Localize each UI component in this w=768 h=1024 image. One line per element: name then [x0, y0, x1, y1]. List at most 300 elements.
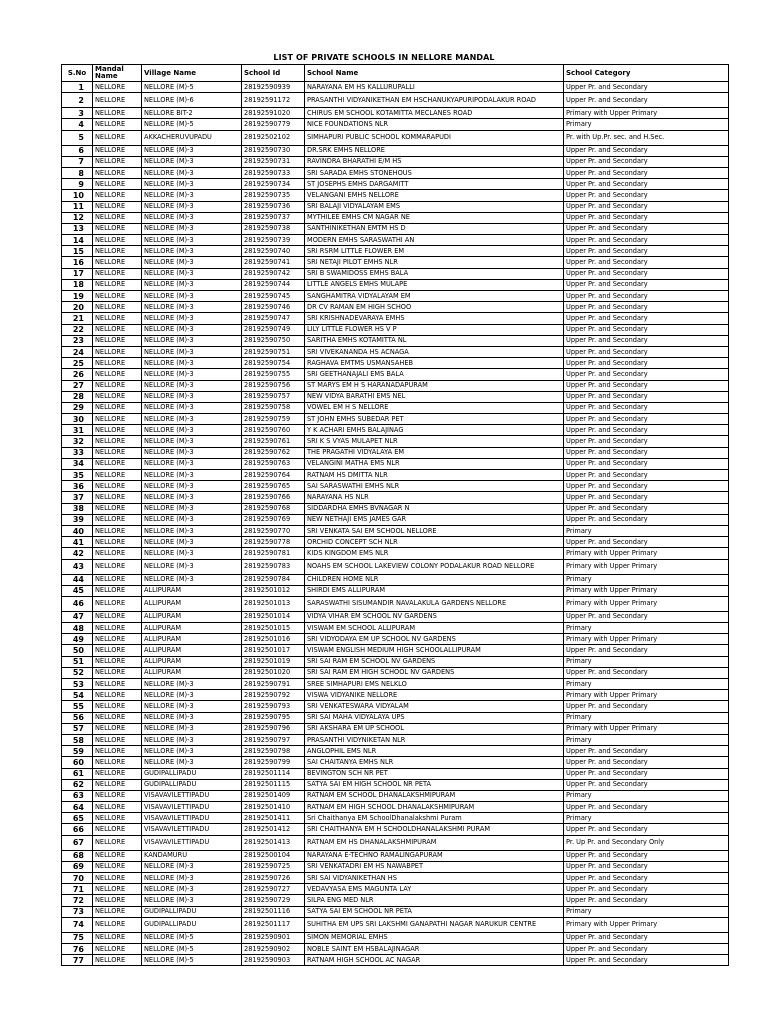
cell-school-id: 28192590795	[242, 712, 305, 723]
cell-category: Upper Pr. and Secondary	[564, 302, 729, 313]
header-sno: S.No	[62, 65, 93, 82]
table-row	[62, 746, 729, 757]
table-row	[62, 481, 729, 492]
cell-category: Upper Pr. and Secondary	[564, 246, 729, 257]
table-row	[62, 324, 729, 335]
cell-sno: 53	[62, 679, 93, 690]
cell-school-id: 28192500104	[242, 850, 305, 861]
cell-school-name: RATNAM HIGH SCHOOL AC NAGAR	[305, 955, 564, 966]
cell-village: VISAVAVILETTIPADU	[142, 802, 242, 813]
cell-sno: 1	[62, 82, 93, 93]
cell-mandal: NELLORE	[93, 346, 142, 357]
cell-school-id: 28192590760	[242, 425, 305, 436]
cell-school-id: 28192590746	[242, 302, 305, 313]
cell-mandal: NELLORE	[93, 481, 142, 492]
cell-sno: 29	[62, 402, 93, 413]
cell-sno: 38	[62, 503, 93, 514]
cell-school-name: RAGHAVA EMTMS USMANSAHEB	[305, 358, 564, 369]
table-row	[62, 779, 729, 790]
table-row	[62, 734, 729, 745]
cell-village: NELLORE (M)-5	[142, 119, 242, 130]
cell-village: GUDIPALLIPADU	[142, 768, 242, 779]
cell-school-id: 28192501012	[242, 585, 305, 596]
cell-mandal: NELLORE	[93, 734, 142, 745]
cell-school-name: KIDS KINGDOM EMS NLR	[305, 548, 564, 559]
cell-category: Primary	[564, 656, 729, 667]
cell-school-name: SRI SAI RAM EM SCHOOL NV GARDENS	[305, 656, 564, 667]
table-row	[62, 130, 729, 145]
cell-sno: 6	[62, 145, 93, 156]
cell-mandal: NELLORE	[93, 119, 142, 130]
cell-school-id: 28192590756	[242, 380, 305, 391]
cell-school-id: 28192590751	[242, 346, 305, 357]
cell-mandal: NELLORE	[93, 503, 142, 514]
table-row	[62, 346, 729, 357]
cell-village: NELLORE (M)-3	[142, 458, 242, 469]
cell-category: Primary	[564, 623, 729, 634]
cell-mandal: NELLORE	[93, 257, 142, 268]
cell-school-name: RATNAM HS DMITTA NLR	[305, 470, 564, 481]
cell-sno: 74	[62, 917, 93, 932]
cell-village: NELLORE (M)-3	[142, 257, 242, 268]
cell-school-name: SHIRDI EMS ALLIPURAM	[305, 585, 564, 596]
header-school-id: School Id	[242, 65, 305, 82]
cell-school-name: SIMON MEMORIAL EMHS	[305, 932, 564, 943]
table-row	[62, 119, 729, 130]
cell-school-name: DR.SRK EMHS NELLORE	[305, 145, 564, 156]
cell-village: GUDIPALLIPADU	[142, 917, 242, 932]
cell-mandal: NELLORE	[93, 824, 142, 835]
cell-mandal: NELLORE	[93, 514, 142, 525]
cell-mandal: NELLORE	[93, 861, 142, 872]
cell-school-name: THE PRAGATHI VIDYALAYA EM	[305, 447, 564, 458]
table-row	[62, 190, 729, 201]
cell-village: NELLORE (M)-3	[142, 481, 242, 492]
cell-category: Primary	[564, 790, 729, 801]
cell-mandal: NELLORE	[93, 201, 142, 212]
cell-school-name: SRI B SWAMIDOSS EMHS BALA	[305, 268, 564, 279]
cell-sno: 16	[62, 257, 93, 268]
cell-mandal: NELLORE	[93, 130, 142, 145]
cell-category: Primary with Upper Primary	[564, 596, 729, 611]
cell-category: Upper Pr. and Secondary	[564, 82, 729, 93]
cell-sno: 58	[62, 734, 93, 745]
cell-school-id: 28192590902	[242, 943, 305, 954]
cell-mandal: NELLORE	[93, 145, 142, 156]
cell-mandal: NELLORE	[93, 835, 142, 850]
cell-school-id: 28192590770	[242, 525, 305, 536]
cell-school-name: SREE SIMHAPURI EMS NELKLO	[305, 679, 564, 690]
cell-school-id: 28192591020	[242, 108, 305, 119]
cell-category: Upper Pr. and Secondary	[564, 156, 729, 167]
cell-mandal: NELLORE	[93, 667, 142, 678]
cell-mandal: NELLORE	[93, 335, 142, 346]
table-row	[62, 291, 729, 302]
cell-mandal: NELLORE	[93, 179, 142, 190]
cell-village: NELLORE (M)-3	[142, 525, 242, 536]
cell-school-name: CHIRUS EM SCHOOL KOTAMITTA MECLANES ROAD	[305, 108, 564, 119]
table-row	[62, 932, 729, 943]
cell-village: NELLORE (M)-3	[142, 436, 242, 447]
cell-mandal: NELLORE	[93, 82, 142, 93]
cell-mandal: NELLORE	[93, 369, 142, 380]
cell-school-id: 28192590768	[242, 503, 305, 514]
table-row	[62, 596, 729, 611]
cell-category: Upper Pr. and Secondary	[564, 223, 729, 234]
cell-sno: 18	[62, 279, 93, 290]
table-row	[62, 108, 729, 119]
cell-category: Primary	[564, 119, 729, 130]
cell-sno: 20	[62, 302, 93, 313]
cell-category: Upper Pr. and Secondary	[564, 414, 729, 425]
cell-village: NELLORE (M)-3	[142, 179, 242, 190]
cell-mandal: NELLORE	[93, 447, 142, 458]
cell-sno: 3	[62, 108, 93, 119]
cell-school-name: BEVINGTON SCH NR PET	[305, 768, 564, 779]
cell-mandal: NELLORE	[93, 884, 142, 895]
cell-mandal: NELLORE	[93, 895, 142, 906]
cell-school-id: 28192590763	[242, 458, 305, 469]
cell-mandal: NELLORE	[93, 291, 142, 302]
cell-mandal: NELLORE	[93, 768, 142, 779]
cell-school-id: 28192501116	[242, 906, 305, 917]
cell-school-id: 28192590734	[242, 179, 305, 190]
cell-school-id: 28192590797	[242, 734, 305, 745]
table-row	[62, 656, 729, 667]
cell-mandal: NELLORE	[93, 917, 142, 932]
cell-mandal: NELLORE	[93, 656, 142, 667]
table-row	[62, 574, 729, 585]
cell-mandal: NELLORE	[93, 414, 142, 425]
cell-village: NELLORE (M)-3	[142, 391, 242, 402]
cell-sno: 28	[62, 391, 93, 402]
cell-school-name: SRI AKSHARA EM UP SCHOOL	[305, 723, 564, 734]
cell-category: Upper Pr. and Secondary	[564, 324, 729, 335]
cell-sno: 48	[62, 623, 93, 634]
cell-mandal: NELLORE	[93, 634, 142, 645]
cell-mandal: NELLORE	[93, 850, 142, 861]
cell-school-name: SRI CHAITHANYA EM H SCHOOLDHANALAKSHMI PURAM	[305, 824, 564, 835]
cell-mandal: NELLORE	[93, 802, 142, 813]
cell-school-id: 28192590726	[242, 873, 305, 884]
table-row	[62, 246, 729, 257]
cell-school-name: RATNAM EM SCHOOL DHANALAKSHMIPURAM	[305, 790, 564, 801]
cell-school-id: 28192590754	[242, 358, 305, 369]
cell-village: NELLORE (M)-3	[142, 895, 242, 906]
table-row	[62, 824, 729, 835]
table-row	[62, 167, 729, 178]
cell-sno: 26	[62, 369, 93, 380]
cell-sno: 31	[62, 425, 93, 436]
cell-school-name: SAI CHAITANYA EMHS NLR	[305, 757, 564, 768]
cell-village: NELLORE (M)-3	[142, 380, 242, 391]
cell-mandal: NELLORE	[93, 324, 142, 335]
cell-village: NELLORE (M)-3	[142, 746, 242, 757]
cell-village: NELLORE (M)-5	[142, 932, 242, 943]
cell-school-name: MODERN EMHS SARASWATHI AN	[305, 235, 564, 246]
cell-village: NELLORE (M)-3	[142, 514, 242, 525]
cell-category: Pr. Up Pr. and Secondary Only	[564, 835, 729, 850]
table-row	[62, 257, 729, 268]
cell-school-name: CHILDREN HOME NLR	[305, 574, 564, 585]
cell-village: NELLORE (M)-3	[142, 574, 242, 585]
table-row	[62, 667, 729, 678]
table-row	[62, 156, 729, 167]
cell-village: NELLORE (M)-3	[142, 235, 242, 246]
cell-school-name: VELANGINI MATHA EMS NLR	[305, 458, 564, 469]
cell-category: Primary	[564, 525, 729, 536]
table-row	[62, 369, 729, 380]
cell-school-id: 28192501016	[242, 634, 305, 645]
cell-village: NELLORE (M)-3	[142, 548, 242, 559]
cell-mandal: NELLORE	[93, 380, 142, 391]
cell-sno: 77	[62, 955, 93, 966]
table-row	[62, 425, 729, 436]
cell-category: Upper Pr. and Secondary	[564, 955, 729, 966]
cell-mandal: NELLORE	[93, 757, 142, 768]
cell-sno: 24	[62, 346, 93, 357]
cell-village: NELLORE (M)-3	[142, 246, 242, 257]
cell-sno: 75	[62, 932, 93, 943]
schools-table	[61, 64, 729, 966]
cell-school-name: SATYA SAI EM SCHOOL NR PETA	[305, 906, 564, 917]
cell-category: Upper Pr. and Secondary	[564, 145, 729, 156]
cell-mandal: NELLORE	[93, 559, 142, 574]
cell-mandal: NELLORE	[93, 525, 142, 536]
cell-village: NELLORE (M)-3	[142, 346, 242, 357]
cell-sno: 33	[62, 447, 93, 458]
cell-mandal: NELLORE	[93, 391, 142, 402]
cell-school-name: NEW NETHAJI EMS JAMES GAR	[305, 514, 564, 525]
cell-village: NELLORE (M)-5	[142, 82, 242, 93]
cell-school-id: 28192590739	[242, 235, 305, 246]
cell-category: Upper Pr. and Secondary	[564, 873, 729, 884]
cell-category: Primary with Upper Primary	[564, 690, 729, 701]
cell-sno: 41	[62, 537, 93, 548]
cell-school-id: 28192501409	[242, 790, 305, 801]
cell-category: Primary	[564, 813, 729, 824]
cell-category: Upper Pr. and Secondary	[564, 190, 729, 201]
cell-category: Upper Pr. and Secondary	[564, 824, 729, 835]
cell-mandal: NELLORE	[93, 813, 142, 824]
cell-mandal: NELLORE	[93, 156, 142, 167]
cell-village: NELLORE (M)-3	[142, 537, 242, 548]
table-row	[62, 548, 729, 559]
cell-school-name: SRI KRISHNADEVARAYA EMHS	[305, 313, 564, 324]
cell-mandal: NELLORE	[93, 246, 142, 257]
cell-school-id: 28192590733	[242, 167, 305, 178]
cell-category: Pr. with Up.Pr. sec. and H.Sec.	[564, 130, 729, 145]
cell-mandal: NELLORE	[93, 212, 142, 223]
cell-village: NELLORE (M)-3	[142, 223, 242, 234]
cell-school-id: 28192590769	[242, 514, 305, 525]
cell-village: NELLORE (M)-3	[142, 145, 242, 156]
cell-mandal: NELLORE	[93, 679, 142, 690]
table-row	[62, 611, 729, 622]
table-row	[62, 447, 729, 458]
cell-school-name: SANGHAMITRA VIDYALAYAM EM	[305, 291, 564, 302]
cell-village: NELLORE (M)-3	[142, 723, 242, 734]
table-row	[62, 179, 729, 190]
cell-sno: 32	[62, 436, 93, 447]
cell-school-id: 28192590740	[242, 246, 305, 257]
table-row	[62, 358, 729, 369]
cell-school-name: NARAYANA HS NLR	[305, 492, 564, 503]
cell-category: Upper Pr. and Secondary	[564, 895, 729, 906]
cell-category: Primary	[564, 679, 729, 690]
cell-category: Upper Pr. and Secondary	[564, 802, 729, 813]
table-row	[62, 514, 729, 525]
cell-school-name: ANGLOPHIL EMS NLR	[305, 746, 564, 757]
cell-sno: 27	[62, 380, 93, 391]
cell-mandal: NELLORE	[93, 932, 142, 943]
cell-category: Upper Pr. and Secondary	[564, 458, 729, 469]
table-row	[62, 223, 729, 234]
cell-village: NELLORE (M)-3	[142, 701, 242, 712]
cell-category: Upper Pr. and Secondary	[564, 932, 729, 943]
cell-mandal: NELLORE	[93, 268, 142, 279]
cell-mandal: NELLORE	[93, 873, 142, 884]
table-row	[62, 537, 729, 548]
table-row	[62, 145, 729, 156]
cell-school-id: 28192590749	[242, 324, 305, 335]
cell-category: Primary with Upper Primary	[564, 108, 729, 119]
cell-village: ALLIPURAM	[142, 596, 242, 611]
cell-school-name: VELANGANI EMHS NELLORE	[305, 190, 564, 201]
cell-school-name: Y K ACHARI EMHS BALAJINAG	[305, 425, 564, 436]
cell-school-id: 28192590764	[242, 470, 305, 481]
cell-mandal: NELLORE	[93, 790, 142, 801]
cell-school-id: 28192590731	[242, 156, 305, 167]
cell-school-id: 28192590747	[242, 313, 305, 324]
cell-school-name: NARAYANA EM HS KALLURUPALLI	[305, 82, 564, 93]
cell-mandal: NELLORE	[93, 746, 142, 757]
cell-village: NELLORE (M)-5	[142, 943, 242, 954]
table-row	[62, 525, 729, 536]
cell-school-id: 28192590939	[242, 82, 305, 93]
table-row	[62, 391, 729, 402]
cell-village: NELLORE (M)-3	[142, 268, 242, 279]
table-row	[62, 873, 729, 884]
cell-category: Upper Pr. and Secondary	[564, 768, 729, 779]
cell-village: GUDIPALLIPADU	[142, 906, 242, 917]
cell-sno: 12	[62, 212, 93, 223]
cell-sno: 71	[62, 884, 93, 895]
cell-category: Primary	[564, 906, 729, 917]
header-school-name: School Name	[305, 65, 564, 82]
cell-category: Upper Pr. and Secondary	[564, 492, 729, 503]
cell-school-name: RATNAM EM HS DHANALAKSHMIPURAM	[305, 835, 564, 850]
cell-mandal: NELLORE	[93, 302, 142, 313]
cell-village: NELLORE (M)-3	[142, 447, 242, 458]
cell-school-name: NOBLE SAINT EM HSBALAJINAGAR	[305, 943, 564, 954]
cell-school-name: SRI NETAJI PILOT EMHS NLR	[305, 257, 564, 268]
cell-school-name: VISWAM ENGLISH MEDIUM HIGH SCHOOLALLIPURAM	[305, 645, 564, 656]
cell-sno: 64	[62, 802, 93, 813]
cell-school-name: SRI VENKATESWARA VIDYALAM	[305, 701, 564, 712]
table-row	[62, 458, 729, 469]
table-row	[62, 712, 729, 723]
cell-sno: 70	[62, 873, 93, 884]
table-row	[62, 335, 729, 346]
cell-village: ALLIPURAM	[142, 611, 242, 622]
cell-school-id: 28192501014	[242, 611, 305, 622]
cell-category: Upper Pr. and Secondary	[564, 481, 729, 492]
cell-school-id: 28192590738	[242, 223, 305, 234]
cell-mandal: NELLORE	[93, 690, 142, 701]
cell-category: Upper Pr. and Secondary	[564, 257, 729, 268]
cell-category: Upper Pr. and Secondary	[564, 279, 729, 290]
cell-mandal: NELLORE	[93, 458, 142, 469]
table-row	[62, 679, 729, 690]
cell-village: NELLORE (M)-3	[142, 313, 242, 324]
cell-sno: 65	[62, 813, 93, 824]
cell-school-name: VISWAM EM SCHOOL ALLIPURAM	[305, 623, 564, 634]
cell-sno: 40	[62, 525, 93, 536]
cell-school-id: 28192590798	[242, 746, 305, 757]
cell-school-id: 28192501413	[242, 835, 305, 850]
cell-village: NELLORE (M)-3	[142, 861, 242, 872]
cell-village: NELLORE (M)-3	[142, 156, 242, 167]
cell-sno: 54	[62, 690, 93, 701]
cell-village: NELLORE (M)-3	[142, 757, 242, 768]
cell-mandal: NELLORE	[93, 358, 142, 369]
cell-mandal: NELLORE	[93, 701, 142, 712]
table-row	[62, 235, 729, 246]
cell-category: Upper Pr. and Secondary	[564, 369, 729, 380]
cell-school-name: ST JOHN EMHS SUBEDAR PET	[305, 414, 564, 425]
cell-category: Upper Pr. and Secondary	[564, 667, 729, 678]
cell-village: NELLORE (M)-3	[142, 425, 242, 436]
cell-sno: 68	[62, 850, 93, 861]
cell-sno: 57	[62, 723, 93, 734]
cell-village: NELLORE (M)-3	[142, 167, 242, 178]
cell-school-id: 28192590791	[242, 679, 305, 690]
cell-school-id: 28192502102	[242, 130, 305, 145]
cell-village: NELLORE (M)-3	[142, 302, 242, 313]
cell-category: Upper Pr. and Secondary	[564, 701, 729, 712]
cell-sno: 55	[62, 701, 93, 712]
cell-school-name: SANTHINIKETHAN EMTM HS D	[305, 223, 564, 234]
cell-mandal: NELLORE	[93, 436, 142, 447]
cell-sno: 19	[62, 291, 93, 302]
cell-school-id: 28192501117	[242, 917, 305, 932]
cell-school-name: RAVINDRA BHARATHI E/M HS	[305, 156, 564, 167]
table-row	[62, 757, 729, 768]
cell-school-name: PRASANTHI VIDYANIKETHAN EM HSCHANUKYAPURIPODALAKUR ROAD	[305, 93, 564, 108]
cell-school-id: 28192590745	[242, 291, 305, 302]
cell-sno: 59	[62, 746, 93, 757]
table-row	[62, 93, 729, 108]
table-row	[62, 470, 729, 481]
cell-school-id: 28192590903	[242, 955, 305, 966]
header-village: Village Name	[142, 65, 242, 82]
cell-school-id: 28192590765	[242, 481, 305, 492]
cell-sno: 72	[62, 895, 93, 906]
cell-sno: 22	[62, 324, 93, 335]
cell-sno: 60	[62, 757, 93, 768]
cell-mandal: NELLORE	[93, 313, 142, 324]
cell-category: Upper Pr. and Secondary	[564, 179, 729, 190]
cell-school-id: 28192590742	[242, 268, 305, 279]
cell-school-name: SRI VIVEKANANDA HS ACNAGA	[305, 346, 564, 357]
cell-village: NELLORE (M)-3	[142, 414, 242, 425]
cell-village: GUDIPALLIPADU	[142, 779, 242, 790]
cell-mandal: NELLORE	[93, 611, 142, 622]
cell-school-name: SRI BALAJI VIDYALAYAM EMS	[305, 201, 564, 212]
cell-village: NELLORE (M)-6	[142, 93, 242, 108]
cell-category: Upper Pr. and Secondary	[564, 436, 729, 447]
